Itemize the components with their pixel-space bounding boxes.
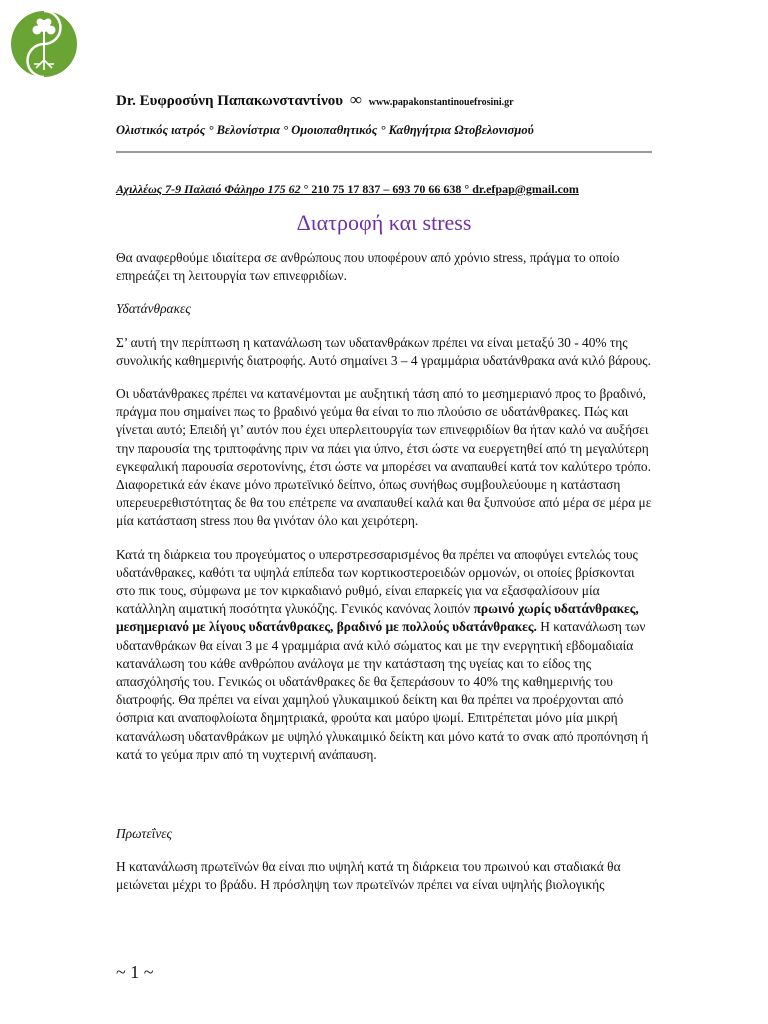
paragraph: Οι υδατάνθρακες πρέπει να κατανέμονται με αυξητική τάση από το μεσημεριανό προς το βραδινό, πράγμα που σημαίνει πως το βραδινό γεύμα θα είναι το πιο πλούσιο σε υδατάνθρακες. Πώς και γίνεται αυτό; Επειδή γι’ αυτόν που έχει υπερλειτουργία των επινεφριδίων θα ήταν καλό να αυξήσει την παρουσία της τριπτοφάνης πριν να πάει για ύπνο, έτσι ώστε να ευεργετηθεί από τη μεγαλύτερη εγκεφαλική παρουσία σεροτονίνης, έτσι ώστε να μπορέσει να αναπαυθεί κατά τον καλύτερο τρόπο. Διαφορετικά εάν έκανε μόνο πρωτεϊνικό δείπνο, όπως συνήθως συμβουλεύουμε η κατάσταση υπερευερεθιστότητας δε θα του επέτρεπε να αναπαυθεί καλά και θα ξυπνούσε από μέρα σε μέρα με μία κατάσταση stress που θα γινόταν όλο και χειρότερη.: [116, 386, 652, 529]
paragraph-text: Η κατανάλωση των υδατανθράκων θα είναι 3 με 4 γραμμάρια ανά κιλό σώματος και με την ενεργητική εβδομαδιαία κατανάλωση του κάθε ανθρώπου ανάλογα με την κατάσταση της υγείας και το είδος της απασχόλησής του. Γενικώς οι υδατάνθρακες δε θα ξεπεράσουν το 40% της καθημερινής του διατροφής. Θα πρέπει να είναι χαμηλού γλυκαιμικού δείκτη και θα πρέπει να προέρχονται από όσπρια και αναποφλοίωτα δημητριακά, φρούτα και μαύρο ψωμί. Επιτρέπεται μόνο μία μικρή κατανάλωση υδατανθράκων με υψηλό γλυκαιμικό δείκτη και μόνο κατά το σνακ από προπόνηση ή κατά το γεύμα πριν από τη νυχτερινή ανάπαυση.: [116, 619, 649, 762]
bold-rule-text: πρωινό χωρίς υδατάνθρακες, μεσημεριανό με λίγους υδατάνθρακες, βραδινό με πολλούς υδατάνθρακες.: [116, 601, 639, 635]
paragraph: [116, 546, 656, 764]
document-body: [116, 249, 656, 910]
address-street: Αχιλλέως 7-9 Παλαιό Φάληρο 175 62: [116, 182, 301, 196]
infinity-symbol: ∞: [349, 90, 362, 109]
doctor-name-line: [116, 90, 514, 110]
doctor-name: Dr. Ευφροσύνη Παπακωνσταντίνου: [116, 93, 344, 109]
website-link[interactable]: www.papakonstantinouefrosini.gr: [368, 97, 514, 108]
paragraph-text: Κατά τη διάρκεια του προγεύματος ο υπερστρεσσαρισμένος θα πρέπει να αποφύγει εντελώς τους υδατάνθρακες, καθότι τα υψηλά επίπεδα των κορτικοστεροειδών ορμονών, οι οποίες βρίσκονται στο πικ τους, σύμφωνα με τον κιρκαδιανό ρυθμό, είναι επαρκείς για να εξασφαλίσουν μία κατάλληλη αιματική ποσότητα γλυκόζης. Γενικός κανόνας λοιπόν: [116, 546, 638, 617]
contact-address: [116, 182, 579, 197]
document-title: Διατροφή και stress: [296, 210, 472, 235]
address-phones-email: ° 210 75 17 837 – 693 70 66 638 ° dr.efpap@gmail.com: [300, 182, 579, 196]
header-divider: [116, 151, 652, 153]
page-number: ~ 1 ~: [116, 962, 154, 982]
spacer: [116, 779, 656, 825]
paragraph: Σ’ αυτή την περίπτωση η κατανάλωση των υδατανθράκων πρέπει να είναι μεταξύ 30 - 40% της συνολικής καθημερινής διατροφής. Αυτό σημαίνει 3 – 4 γραμμάρια υδατάνθρακα ανά κιλό βάρους.: [116, 334, 651, 368]
section-heading-carbohydrates: Υδατάνθρακες: [116, 301, 191, 317]
section-heading-proteins: Πρωτεΐνες: [116, 826, 172, 842]
intro-paragraph: Θα αναφερθούμε ιδιαίτερα σε ανθρώπους που υποφέρουν από χρόνιο stress, πράγμα το οποίο επηρεάζει τη λειτουργία των επινεφριδίων.: [116, 250, 620, 284]
professional-titles: Ολιστικός ιατρός ° Βελονίστρια ° Ομοιοπαθητικός ° Καθηγήτρια Ωτοβελονισμού: [116, 123, 534, 137]
tree-of-life-logo: [10, 10, 78, 78]
paragraph: Η κατανάλωση πρωτεϊνών θα είναι πιο υψηλή κατά τη διάρκεια του πρωινού και σταδιακά θα μειώνεται μέχρι το βράδυ. Η πρόσληψη των πρωτεϊνών πρέπει να είναι υψηλής βιολογικής: [116, 859, 621, 893]
